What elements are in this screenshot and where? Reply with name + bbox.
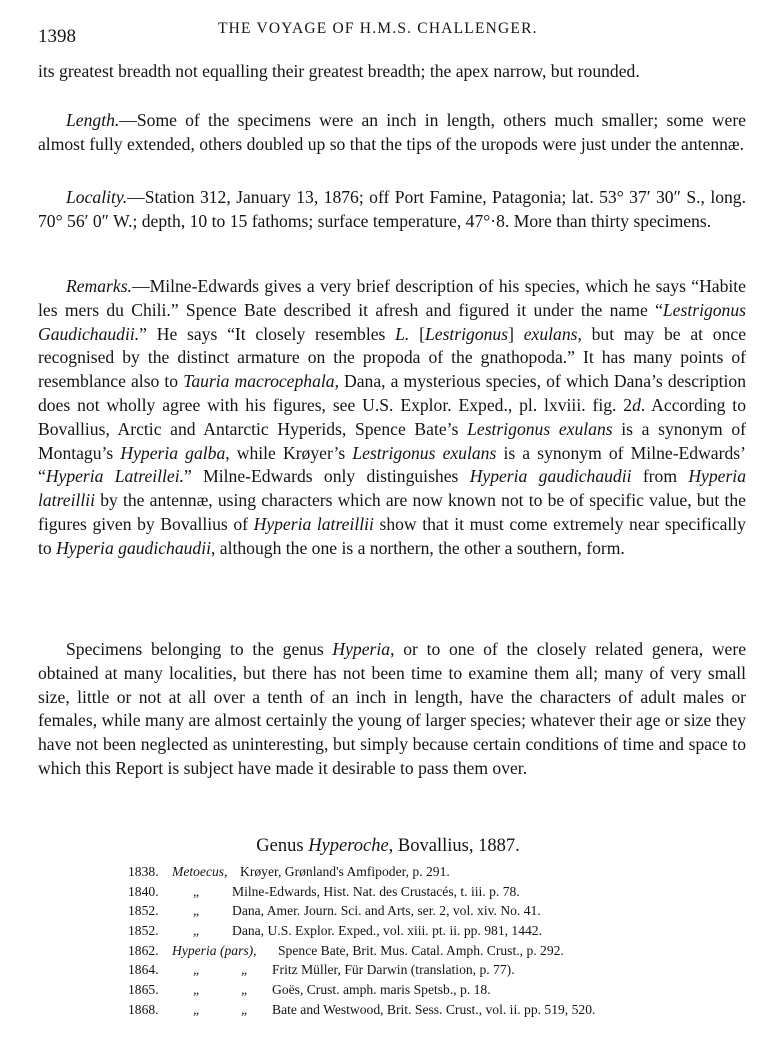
remarks-text: —Milne-Edwards gives a very brief description of his species, which he says “Habite les mers du Chili.” Spence Bate described it afresh and figured it under the name “ [38,276,746,320]
synonymy-genus: Metoecus, [172,864,228,879]
synonymy-year: 1838. [128,864,159,879]
taxon-name: Lestrigonus exulans [352,442,497,463]
ditto-mark: „ [193,962,200,978]
description-continuation [38,60,746,84]
synonymy-entry [128,862,688,882]
taxon-name: Hyperia latreillii [38,466,746,511]
synonymy-year: 1852. [128,923,159,939]
taxon-name: Hyperia galba [120,442,226,463]
genus-prefix: Genus [256,836,309,856]
synonymy-year: 1862. [128,942,159,958]
synonymy-entry [128,921,688,941]
synonymy-entry [128,941,688,961]
remarks-text: [ [409,323,425,344]
synonymy-year: 1865. [128,982,159,998]
remarks-text: , although the one is a northern, the other a southern, form. [211,537,625,558]
genus-heading [0,836,776,857]
description-text: its greatest breadth not equalling their greatest breadth; the apex narrow, but rounded. [38,61,640,81]
remarks-text: . According to Bovallius, Arctic and Antarctic Hyperids, Spence Bate’s [38,394,746,439]
synonymy-reference: Milne-Edwards, Hist. Nat. des Crustacés, t. iii. p. 78. [232,883,520,899]
page-number: 1398 [38,26,76,47]
synonymy-reference: Dana, U.S. Explor. Exped., vol. xiii. pt. ii. pp. 981, 1442. [232,923,542,939]
ditto-mark: „ [193,903,200,919]
remarks-paragraph [38,275,746,561]
synonymy-reference: Fritz Müller, Für Darwin (translation, p. 77). [272,962,515,978]
remarks-text: , Dana, a mysterious species, of which Dana’s description does not wholly agree with his figures, see U.S. Explor. Exped., pl. lxviii. fig. 2 [38,371,747,415]
taxon-name: Hyperia gaudichaudii [56,537,211,558]
remarks-text: show that it must come extremely near specifically to [38,513,746,558]
remarks-text: is a synonym of Milne-Edwards’ “ [38,442,746,487]
specimens-text: Specimens belonging to the genus [66,639,333,659]
running-title: THE VOYAGE OF H.M.S. CHALLENGER. [218,20,538,37]
synonymy-year: 1840. [128,883,159,899]
ditto-mark: „ [193,883,200,899]
synonymy-reference: Goës, Crust. amph. maris Spetsb., p. 18. [272,982,491,998]
remarks-text: from [631,466,689,487]
remarks-text: ] [508,323,524,344]
page-header [38,18,743,48]
synonymy-entry [128,882,688,902]
specimens-text: , or to one of the closely related genera, were obtained at many localities, but there has not been time to examine them all; many of very small size, little or not at all over a tenth of an inch in length, have the characters of adult males or females, while many are almost certainly the young of larger species; whatever their age or size they have not been neglected as uninteresting, but simply because certain conditions of time and space to which this Report is subject have made it desirable to pass them over. [38,639,747,778]
taxon-name: Tauria macrocephala [183,371,335,392]
length-paragraph [38,109,746,157]
genus-name: Hyperoche [308,836,389,856]
taxon-name: Lestrigonus exulans [467,418,613,439]
remarks-text: is a synonym of Montagu’s [38,418,747,463]
synonymy-entry [128,980,688,1000]
synonymy-entry [128,901,688,921]
remarks-text: ” He says “It closely resembles [139,323,396,344]
synonymy-entry [128,960,688,980]
length-label: Length. [66,110,120,130]
locality-paragraph [38,186,746,234]
remarks-text: by the antennæ, using characters which are now known not to be of specific value, but the figures given by Bovallius of [38,490,746,534]
remarks-text: , but may be at once recognised by the distinct armature on the propoda of the gnathopoda.” It has many points of resemblance also to [38,323,746,392]
taxon-name: Hyperia latreillii [253,513,374,534]
locality-text: —Station 312, January 13, 1876; off Port Famine, Patagonia; lat. 53° 37′ 30″ S., long. 70° 56′ 0″ W.; depth, 10 to 15 fathoms; surface temperature, 47°·8. More than thirty specimens. [38,187,746,231]
synonymy-list [128,862,688,1020]
ditto-mark: „ [193,923,200,939]
specimens-paragraph [38,638,746,781]
synonymy-reference: Spence Bate, Brit. Mus. Catal. Amph. Crust., p. 292. [278,942,564,958]
ditto-mark: „ [241,982,248,998]
figure-letter: d [632,394,641,415]
synonymy-year: 1868. [128,1001,159,1017]
taxon-name: Lestrigonus Gaudichaudii. [38,299,746,344]
taxon-name: Hyperia gaudichaudii [469,466,632,487]
ditto-mark: „ [241,962,248,978]
remarks-text: ” Milne-Edwards only distinguishes [184,466,470,487]
taxon-name: L. [395,323,410,344]
ditto-mark: „ [241,1001,248,1017]
remarks-label: Remarks. [66,276,132,296]
synonymy-year: 1864. [128,962,159,978]
taxon-name: exulans [523,323,578,344]
synonymy-reference: Krøyer, Grønland's Amfipoder, p. 291. [240,864,450,879]
ditto-mark: „ [193,1001,200,1017]
synonymy-reference: Bate and Westwood, Brit. Sess. Crust., vol. ii. pp. 519, 520. [272,1001,596,1017]
taxon-name: Lestrigonus [424,323,509,344]
taxon-name: Hyperia [332,639,391,659]
synonymy-genus: Hyperia (pars), [172,942,257,958]
taxon-name: Hyperia Latreillei. [45,466,185,487]
ditto-mark: „ [193,982,200,998]
length-text: —Some of the specimens were an inch in length, others much smaller; some were almost fully extended, others doubled up so that the tips of the uropods were just under the antennæ. [38,110,746,154]
remarks-text: , while Krøyer’s [225,442,353,463]
synonymy-reference: Dana, Amer. Journ. Sci. and Arts, ser. 2, vol. xiv. No. 41. [232,903,541,919]
synonymy-entry [128,1000,688,1020]
genus-authority: , Bovallius, 1887. [388,836,520,856]
synonymy-year: 1852. [128,903,159,919]
locality-label: Locality. [66,187,128,207]
